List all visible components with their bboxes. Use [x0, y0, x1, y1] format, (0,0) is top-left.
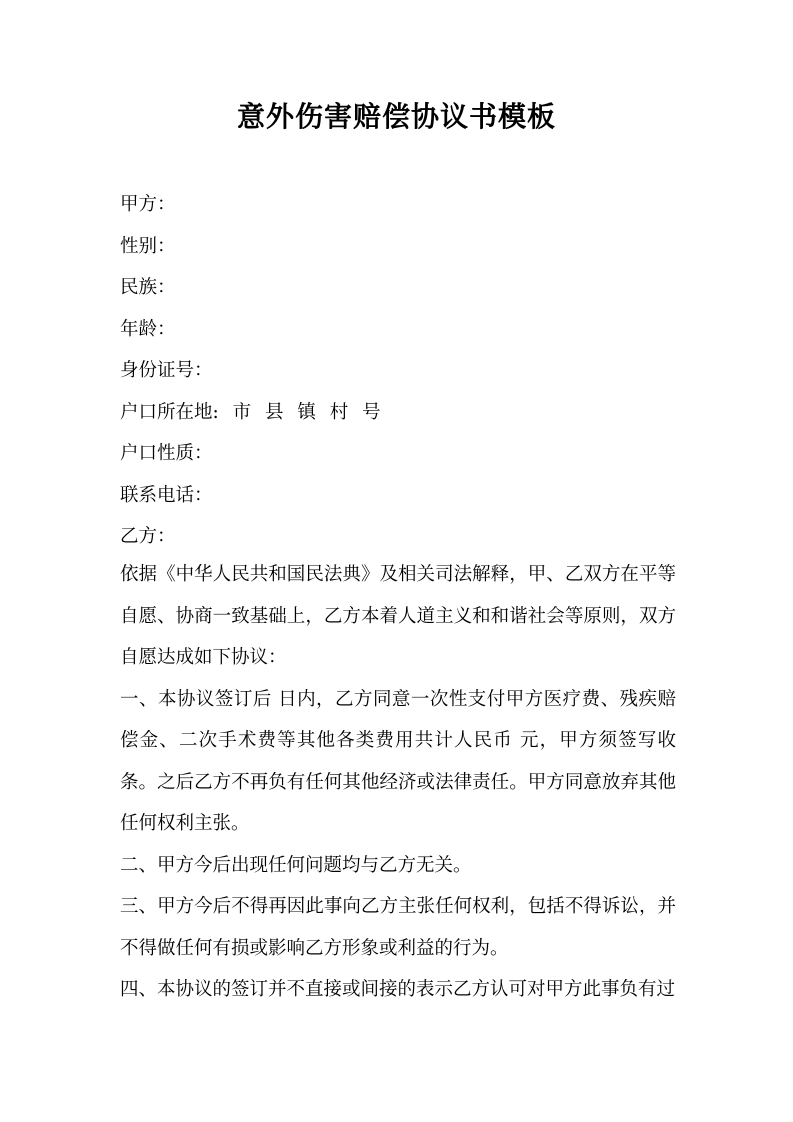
- field-age: [120, 309, 680, 351]
- paragraph-preamble: 依据《中华人民共和国民法典》及相关司法解释，甲、乙双方在平等自愿、协商一致基础上，乙方本着人道主义和和谐社会等原则，双方自愿达成如下协议：: [120, 564, 676, 668]
- field-label: 甲方：: [120, 194, 176, 215]
- field-label: 身份证号：: [120, 360, 213, 381]
- field-label: 乙方：: [120, 526, 176, 547]
- field-label: 性别：: [120, 235, 176, 257]
- field-label: 年龄：: [120, 318, 176, 340]
- field-household-type: [120, 433, 680, 475]
- paragraph-clause-1: 一、本协议签订后 日内，乙方同意一次性支付甲方医疗费、残疾赔偿金、二次手术费等其他各类费用共计人民币 元，甲方须签写收条。之后乙方不再负有任何其他经济或法律责任。甲方同意放弃其他任何权利主张。: [120, 688, 676, 834]
- document-title: 意外伤害赔偿协议书模板: [236, 100, 556, 133]
- field-id-number: [120, 350, 680, 392]
- paragraph-clause-2: 二、甲方今后出现任何问题均与乙方无关。: [120, 854, 472, 876]
- field-label: 联系电话：: [120, 484, 213, 506]
- field-label: 户口性质：: [120, 443, 213, 464]
- field-gender: [120, 226, 680, 268]
- party-info-fields: [120, 184, 680, 558]
- field-party-a: [120, 184, 680, 226]
- field-label: 户口所在地:: [120, 401, 219, 423]
- field-value: 市 县 镇 村 号: [218, 401, 381, 423]
- agreement-body: [120, 554, 676, 1011]
- field-phone: [120, 475, 680, 517]
- field-label: 民族：: [120, 277, 176, 298]
- field-household-address: [120, 392, 680, 434]
- paragraph-clause-3: 三、甲方今后不得再因此事向乙方主张任何权利，包括不得诉讼，并不得做任何有损或影响乙方形象或利益的行为。: [120, 896, 676, 959]
- paragraph-clause-4: 四、本协议的签订并不直接或间接的表示乙方认可对甲方此事负有过: [120, 979, 676, 1000]
- field-party-b: [120, 516, 680, 558]
- field-ethnicity: [120, 267, 680, 309]
